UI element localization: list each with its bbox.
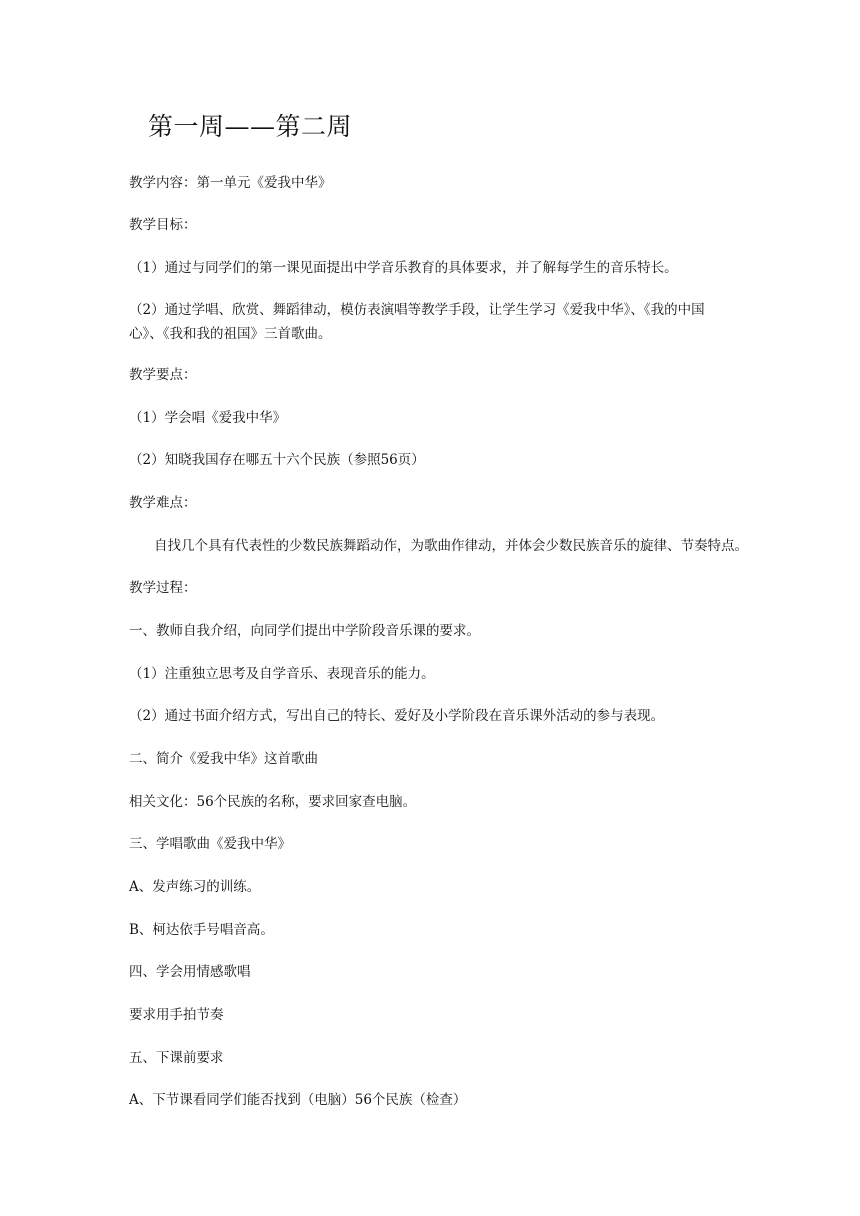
point-item-1: （1）学会唱《爱我中华》 [129, 410, 287, 426]
teaching-process-heading: 教学过程： [129, 580, 197, 596]
process-step-1-item-1: （1）注重独立思考及自学音乐、表现音乐的能力。 [129, 666, 435, 682]
page-title: 第一周——第二周 [148, 112, 353, 141]
difficulty-paragraph: 自找几个具有代表性的少数民族舞蹈动作，为歌曲作律动，并体会少数民族音乐的旋律、节奏特点。 [154, 538, 748, 554]
process-step-4: 四、学会用情感歌唱 [129, 964, 251, 980]
teaching-content-line: 教学内容：第一单元《爱我中华》 [129, 175, 332, 191]
goal-item-2: （2）通过学唱、欣赏、舞蹈律动，模仿表演唱等教学手段，让学生学习《爱我中华》、《我的中国心》、《我和我的祖国》三首歌曲。 [129, 302, 705, 342]
process-step-5: 五、下课前要求 [129, 1050, 224, 1066]
process-step-2: 二、简介《爱我中华》这首歌曲 [129, 751, 318, 767]
teaching-points-heading: 教学要点： [129, 367, 197, 383]
process-step-1: 一、教师自我介绍，向同学们提出中学阶段音乐课的要求。 [129, 623, 480, 639]
related-culture-line: 相关文化：56个民族的名称，要求回家查电脑。 [129, 794, 417, 810]
process-step-3-item-b: B、柯达依手号唱音高。 [129, 922, 274, 938]
teaching-goals-heading: 教学目标： [129, 217, 197, 233]
process-step-5-item-a: A、下节课看同学们能否找到（电脑）56个民族（检查） [129, 1092, 467, 1108]
process-step-3: 三、学唱歌曲《爱我中华》 [129, 836, 291, 852]
process-step-1-item-2: （2）通过书面介绍方式，写出自己的特长、爱好及小学阶段在音乐课外活动的参与表现。 [129, 708, 665, 724]
teaching-difficulty-heading: 教学难点： [129, 495, 197, 511]
goal-item-1: （1）通过与同学们的第一课见面提出中学音乐教育的具体要求，并了解每学生的音乐特长。 [129, 260, 678, 276]
process-step-3-item-a: A、发声练习的训练。 [129, 879, 261, 895]
point-item-2: （2）知晓我国存在哪五十六个民族（参照56页） [129, 452, 425, 468]
rhythm-requirement-line: 要求用手拍节奏 [129, 1007, 224, 1023]
